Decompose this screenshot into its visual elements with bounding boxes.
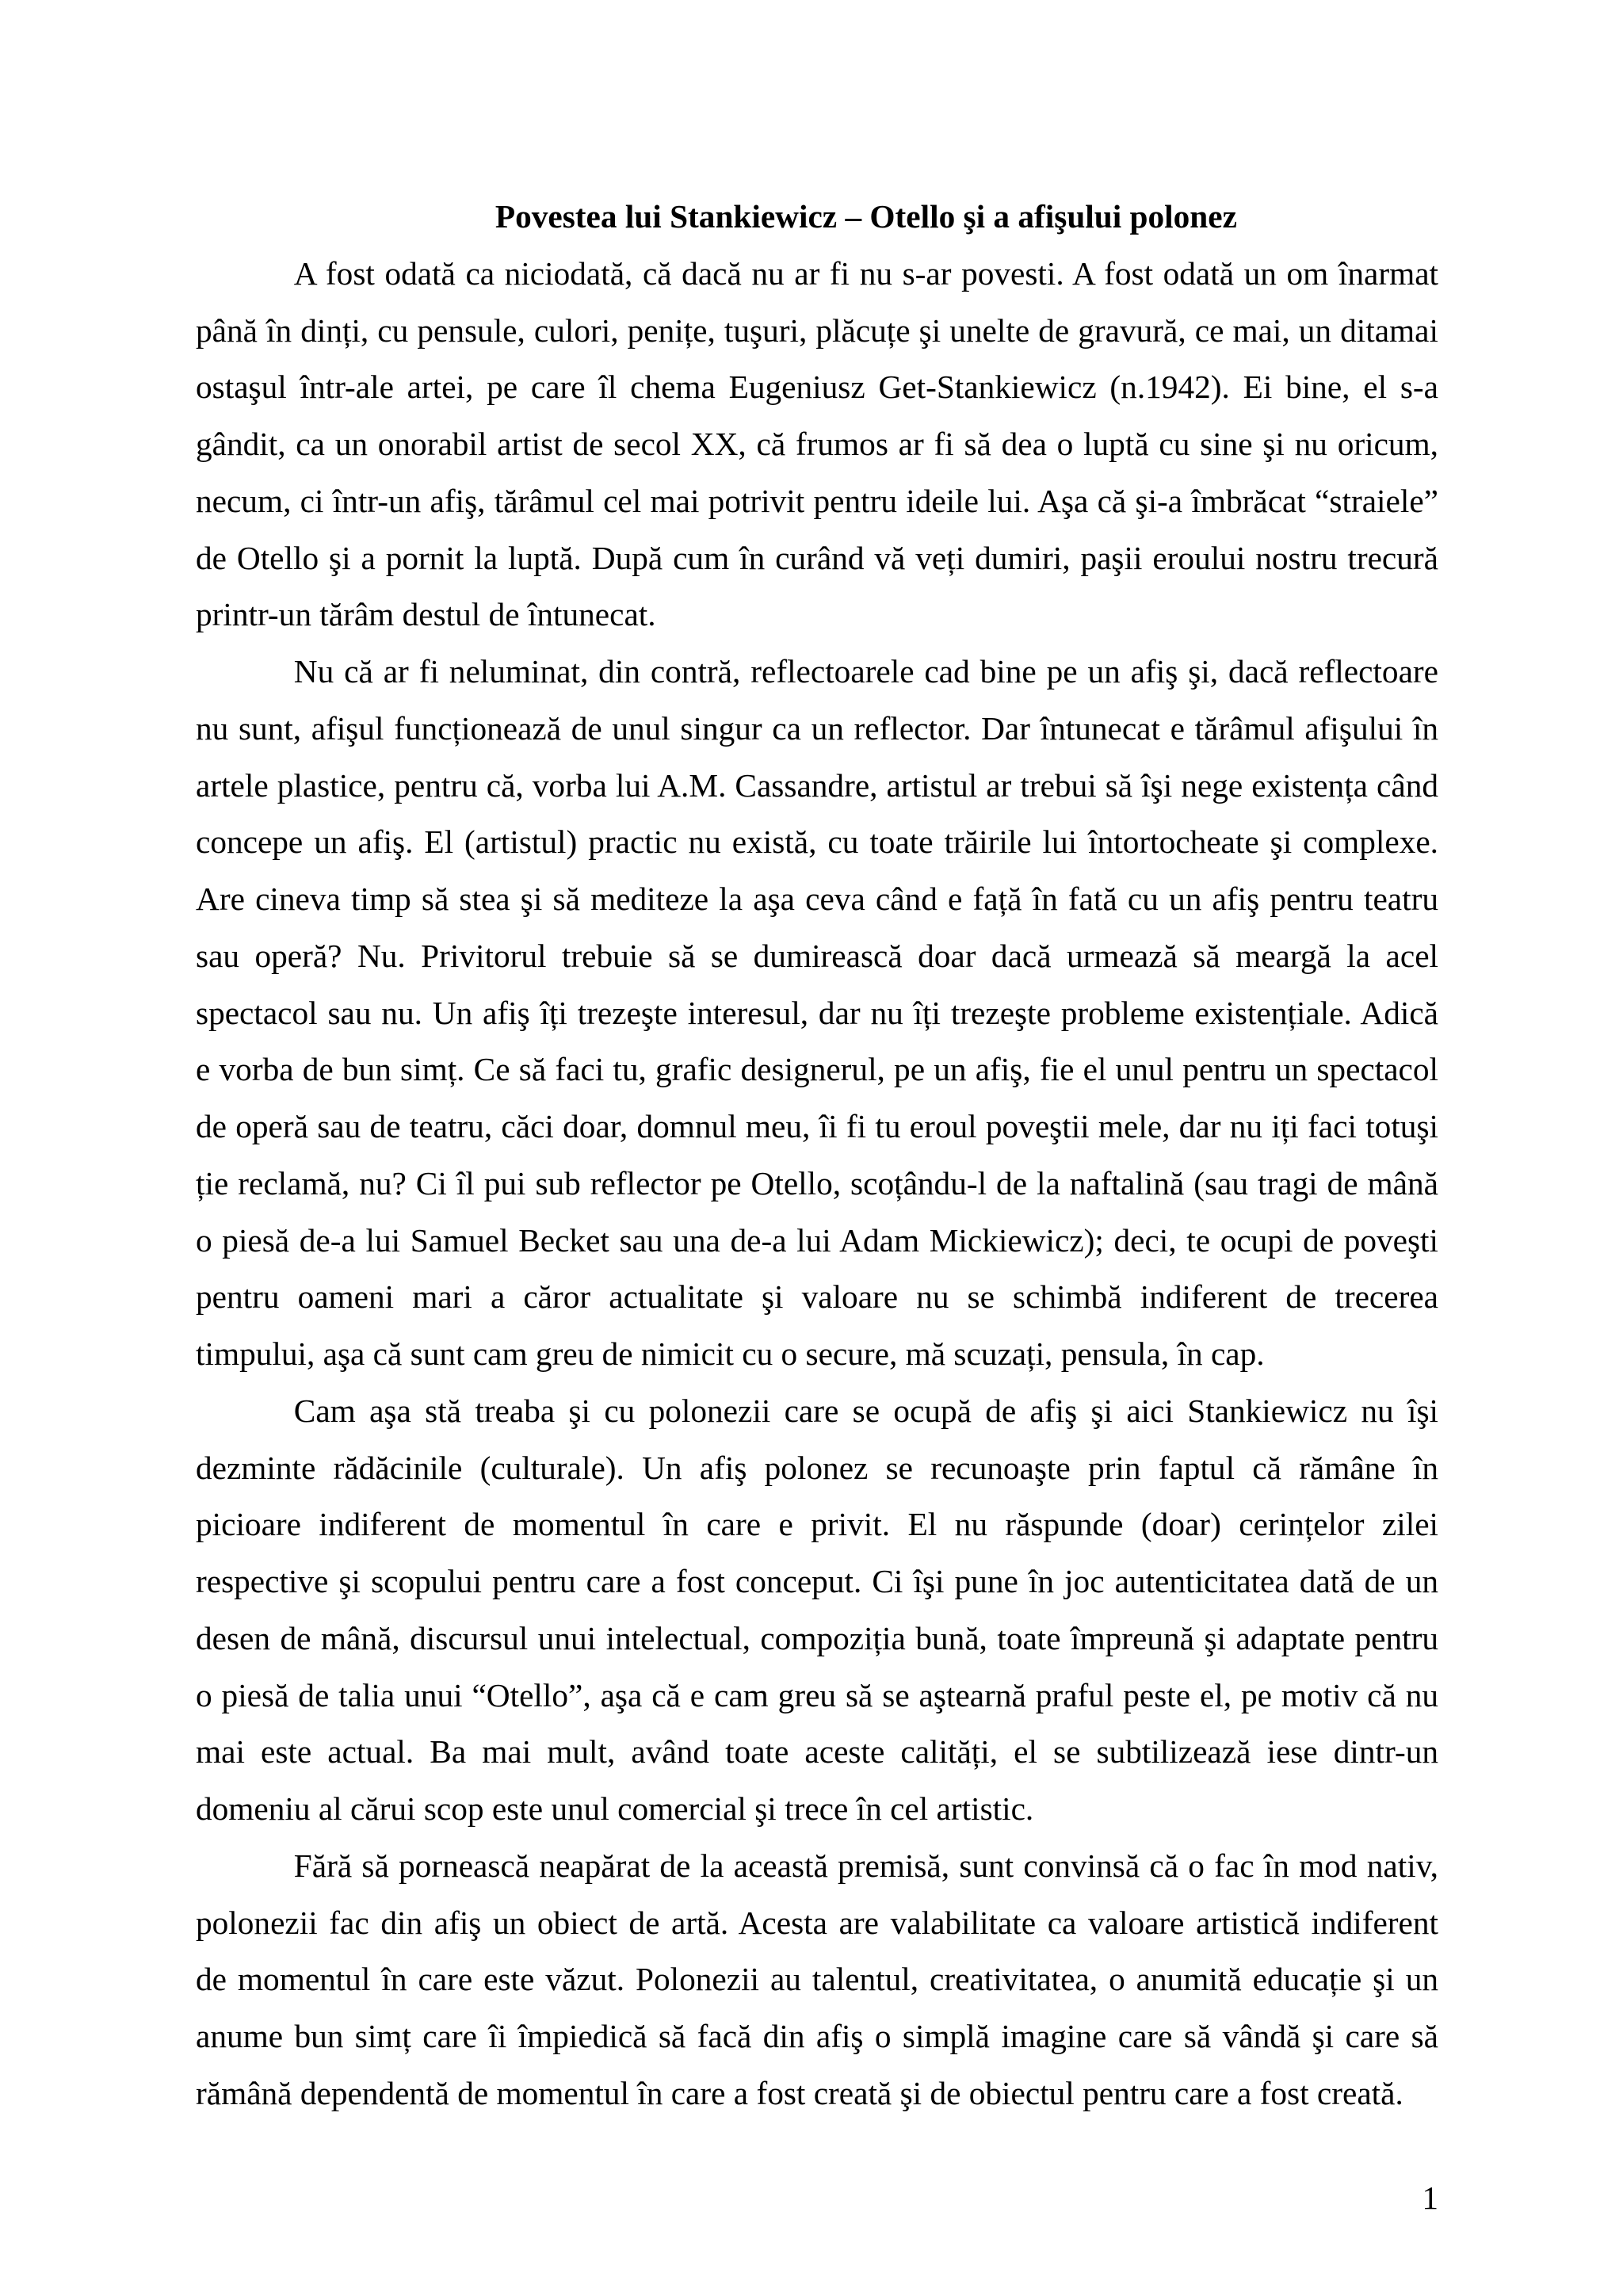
text-line: e vorba de bun simț. Ce să faci tu, grafic designerul, pe un afiş, fie el unul pentru un spectacol <box>196 1051 1438 1088</box>
text-line: necum, ci într-un afiş, tărâmul cel mai potrivit pentru ideile lui. Aşa că şi-a îmbrăcat “straiele” <box>196 482 1438 519</box>
text-line: ție reclamă, nu? Ci îl pui sub reflector pe Otello, scoțându-l de la naftalină (sau tragi de mână <box>196 1164 1438 1201</box>
text-line: mai este actual. Ba mai mult, având toate aceste calități, el se subtilizează iese dintr-un <box>196 1733 1438 1771</box>
text-line: dezminte rădăcinile (culturale). Un afiş polonez se recunoaşte prin faptul că rămâne în <box>196 1449 1438 1486</box>
text-line: de operă sau de teatru, căci doar, domnul meu, îi fi tu eroul poveştii mele, dar nu iți faci totuşi <box>196 1108 1438 1144</box>
text-line: Are cineva timp să stea şi să mediteze la aşa ceva când e față în fată cu un afiş pentru teatru <box>196 881 1438 917</box>
text-line: anume bun simț care îi împiedică să facă din afiş o simplă imagine care să vândă şi care să <box>196 2018 1438 2054</box>
text-line: concepe un afiş. El (artistul) practic nu există, cu toate trăirile lui întortocheate şi complexe. <box>196 823 1438 861</box>
paragraph <box>196 1838 1438 2122</box>
text-line: ostaşul într-ale artei, pe care îl chema Eugeniusz Get-Stankiewicz (n.1942). Ei bine, el s-a <box>196 369 1438 406</box>
text-line: Cam aşa stă treaba şi cu polonezii care se ocupă de afiş şi aici Stankiewicz nu îşi <box>293 1392 1438 1429</box>
text-line: A fost odată ca niciodată, că dacă nu ar fi nu s-ar povesti. A fost odată un om înarmat <box>293 254 1438 292</box>
text-line: gândit, ca un onorabil artist de secol XX, că frumos ar fi să dea o luptă cu sine şi nu oricum, <box>196 426 1438 462</box>
document-title: Povestea lui Stankiewicz – Otello şi a afişului polonez <box>495 198 1237 235</box>
text-line: pentru oameni mari a căror actualitate şi valoare nu se schimbă indiferent de trecerea <box>196 1278 1438 1316</box>
text-line: până în dinți, cu pensule, culori, penițe, tuşuri, plăcuțe şi unelte de gravură, ce mai, un ditamai <box>196 311 1438 349</box>
text-line: artele plastice, pentru că, vorba lui A.M. Cassandre, artistul ar trebui să îşi nege existența când <box>196 766 1438 804</box>
text-line: de Otello şi a pornit la luptă. După cum în curând vă veți dumiri, paşii eroului nostru trecură <box>196 539 1438 576</box>
text-line: Fără să pornească neapărat de la această premisă, sunt convinsă că o fac în mod nativ, <box>293 1847 1438 1884</box>
document-body <box>196 189 1438 2122</box>
text-line: timpului, aşa că sunt cam greu de nimicit cu o secure, mă scuzați, pensula, în cap. <box>196 1335 1265 1372</box>
text-line: o piesă de talia unui “Otello”, aşa că e cam greu să se aştearnă praful peste el, pe motiv că nu <box>196 1676 1438 1713</box>
text-line: desen de mână, discursul unui intelectual, compoziția bună, toate împreună şi adaptate pentru <box>196 1619 1438 1656</box>
text-line: Nu că ar fi neluminat, din contră, reflectoarele cad bine pe un afiş şi, dacă reflectoare <box>293 653 1438 690</box>
paragraph <box>196 644 1438 1383</box>
text-line: printr-un tărâm destul de întunecat. <box>196 596 656 633</box>
text-line: polonezii fac din afiş un obiect de artă. Acesta are valabilitate ca valoare artistică indiferent <box>196 1904 1438 1941</box>
text-line: nu sunt, afişul funcționează de unul singur ca un reflector. Dar întunecat e tărâmul afişului în <box>196 709 1438 747</box>
text-line: rămână dependentă de momentul în care a fost creată şi de obiectul pentru care a fost creată. <box>196 2074 1403 2111</box>
text-line: domeniu al cărui scop este unul comercial şi trece în cel artistic. <box>196 1790 1034 1827</box>
paragraph <box>196 246 1438 644</box>
text-line: de momentul în care este văzut. Polonezii au talentul, creativitatea, o anumită educație şi un <box>196 1961 1438 1998</box>
text-line: sau operă? Nu. Privitorul trebuie să se dumirească doar dacă urmează să meargă la acel <box>196 937 1438 974</box>
text-line: spectacol sau nu. Un afiş îți trezeşte interesul, dar nu îți trezeşte probleme existențiale. Adică <box>196 994 1438 1031</box>
page-number: 1 <box>1422 2179 1438 2216</box>
text-line: picioare indiferent de momentul în care e privit. El nu răspunde (doar) cerințelor zilei <box>196 1506 1438 1543</box>
text-line: respective şi scopului pentru care a fost conceput. Ci îşi pune în joc autenticitatea dată de un <box>196 1563 1438 1599</box>
paragraph <box>196 1383 1438 1838</box>
text-line: o piesă de-a lui Samuel Becket sau una de-a lui Adam Mickiewicz); deci, te ocupi de poveşti <box>196 1221 1438 1259</box>
